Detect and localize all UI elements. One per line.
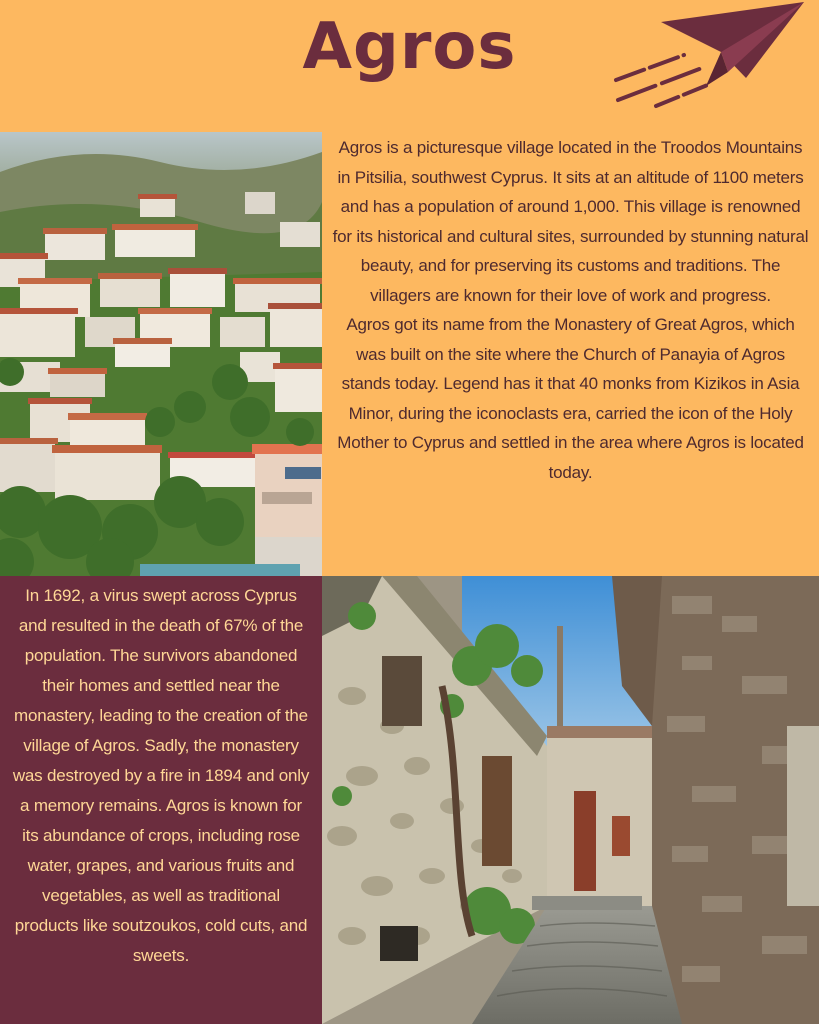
history-paragraph: In 1692, a virus swept across Cyprus and resulted in the death of 67% of the population. The survivors abandoned their homes and settled near the monastery, leading to the creation of the village of Agros. Sadly, the monastery was destroyed by a fire in 1894 and only a memory remains. Agros is known for its abundance of crops, including rose water, grapes, and various fruits and vegetables, as well as traditional products like soutzoukos, cold cuts, and sweets. (12, 586, 310, 965)
paper-plane-icon (606, 0, 811, 118)
intro-paragraph-2: Agros got its name from the Monastery of Great Agros, which was built on the site where the Church of Panayia of Agros stands today. Legend has it that 40 monks from Kizikos in Asia Minor, during the iconoclasts era, carried the icon of the Holy Mother to Cyprus and settled in the area where Agros is located today. (337, 315, 804, 482)
street-photo (322, 576, 819, 1024)
intro-paragraph-1: Agros is a picturesque village located in the Troodos Mountains in Pitsilia, southwest Cyprus. It sits at an altitude of 1100 meters and has a population of around 1,000. This village is renowned for its historical and cultural sites, surrounded by stunning natural beauty, and for preserving its customs and traditions. The villagers are known for their love of work and progress. (332, 138, 809, 305)
village-photo (0, 132, 322, 576)
header (0, 0, 819, 132)
page-title: Agros (302, 10, 517, 84)
intro-text-panel (322, 132, 819, 576)
history-text-panel (0, 576, 322, 1024)
